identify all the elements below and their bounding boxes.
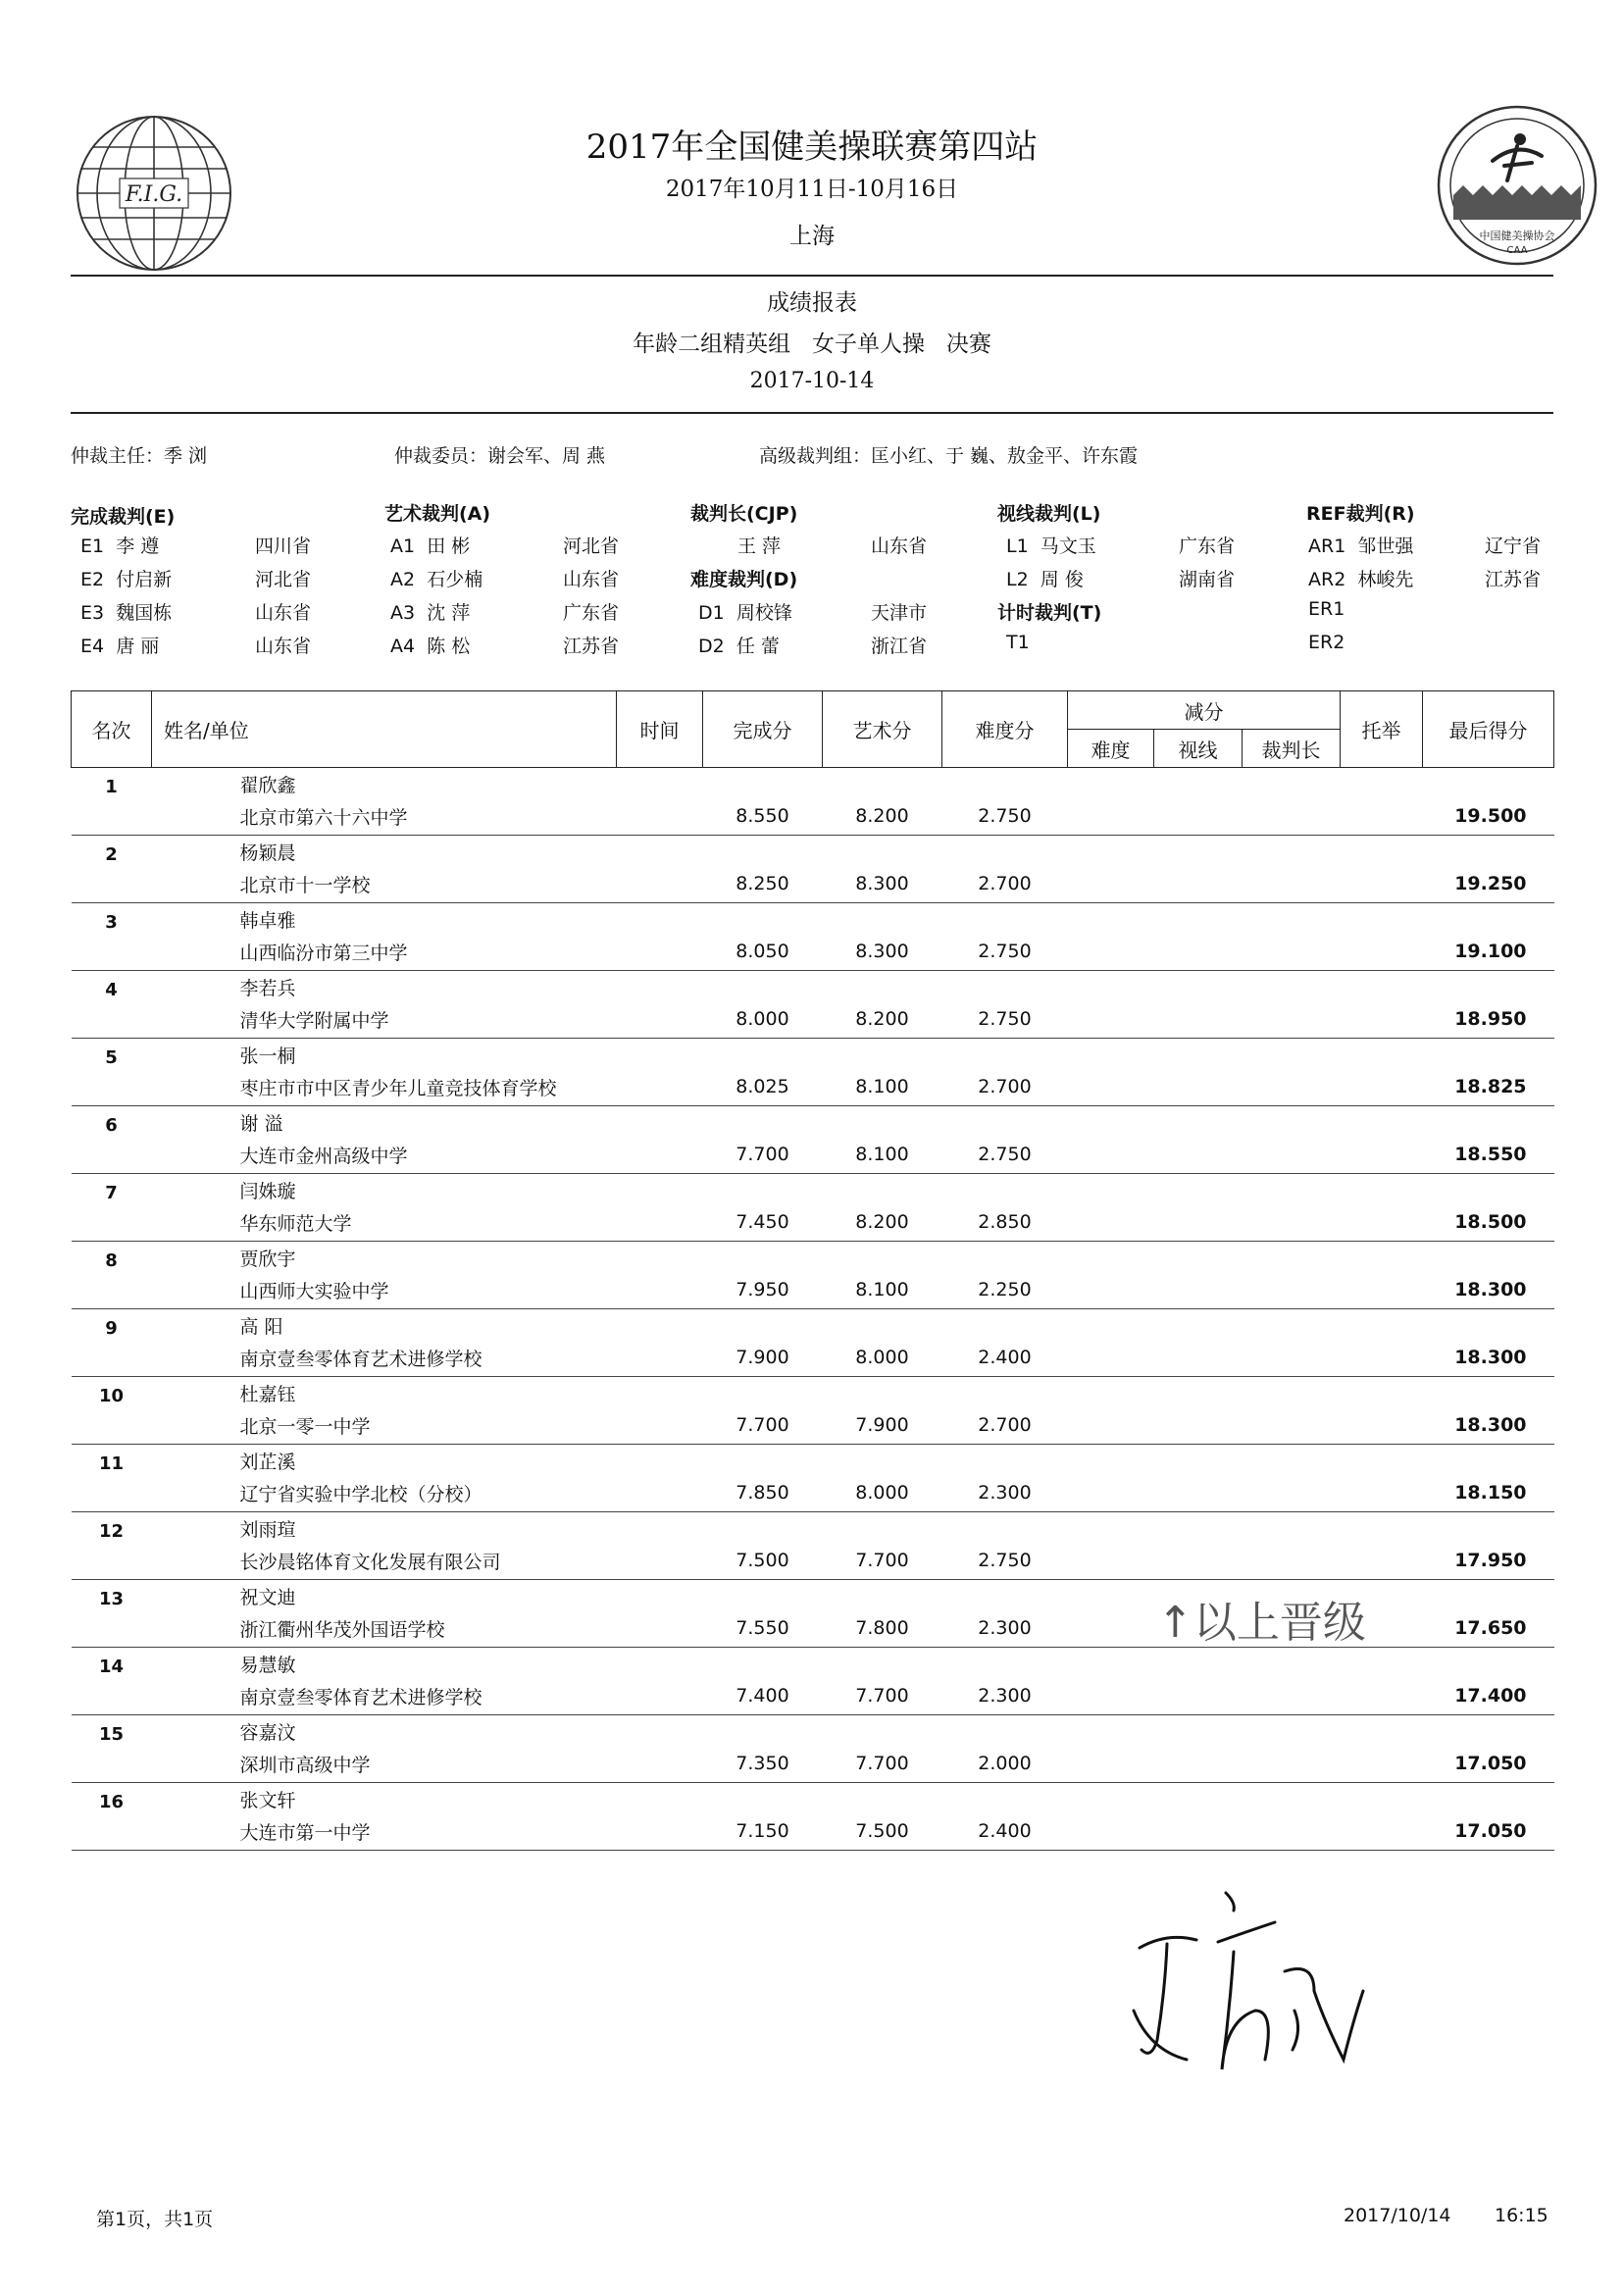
artistic-score: 8.000 — [823, 1474, 942, 1512]
ded-line-cell — [1154, 1812, 1243, 1851]
event-date: 2017-10-14 — [749, 369, 875, 393]
ded-difficulty-cell — [1068, 865, 1154, 903]
ded-line-cell — [1154, 933, 1243, 971]
judge-ar2-province: 江苏省 — [1485, 569, 1542, 590]
rank-cell: 3 — [105, 912, 118, 933]
ded-cjp-cell — [1243, 1474, 1341, 1512]
header-artistic: 艺术分 — [823, 691, 942, 768]
judge-d1-province: 天津市 — [871, 602, 928, 624]
results-header — [72, 691, 1554, 768]
lift-cell — [1341, 1474, 1423, 1512]
difficulty-score: 2.250 — [942, 1271, 1068, 1309]
school-row — [72, 1068, 1554, 1106]
artistic-score: 7.800 — [823, 1609, 942, 1648]
final-score: 17.950 — [1423, 1542, 1554, 1580]
judge-t1: T1 — [1006, 632, 1030, 653]
school-row — [72, 1406, 1554, 1445]
header-divider — [71, 275, 1553, 277]
time-cell — [617, 933, 703, 971]
artistic-score: 7.500 — [823, 1812, 942, 1851]
school-name: 深圳市高级中学 — [152, 1745, 617, 1783]
ded-line-cell — [1154, 1677, 1243, 1715]
ded-cjp-cell — [1243, 1000, 1341, 1039]
judge-ar1: AR1 邹世强 — [1308, 535, 1414, 557]
school-name: 南京壹叁零体育艺术进修学校 — [152, 1677, 617, 1715]
judge-d2: D2 任 蕾 — [698, 636, 780, 657]
school-name: 北京一零一中学 — [152, 1406, 617, 1445]
artistic-score: 8.200 — [823, 1000, 942, 1039]
athlete-row — [72, 1039, 1554, 1069]
final-score: 18.950 — [1423, 1000, 1554, 1039]
school-name: 长沙晨铭体育文化发展有限公司 — [152, 1542, 617, 1580]
school-name: 山西临汾市第三中学 — [152, 933, 617, 971]
execution-score: 7.850 — [703, 1474, 823, 1512]
difficulty-judges-label: 难度裁判(D) — [690, 569, 798, 590]
time-cell — [617, 1203, 703, 1242]
report-title: 成绩报表 — [767, 290, 857, 316]
committee-label: 仲裁委员： — [394, 445, 488, 467]
final-score: 18.150 — [1423, 1474, 1554, 1512]
chief-name: 季 浏 — [164, 445, 208, 467]
time-judges-label: 计时裁判(T) — [997, 602, 1102, 624]
ded-cjp-cell — [1243, 1812, 1341, 1851]
school-name: 大连市金州高级中学 — [152, 1136, 617, 1174]
line-judges-label: 视线裁判(L) — [997, 503, 1101, 525]
athlete-name: 翟欣鑫 — [239, 775, 296, 796]
ded-line-cell — [1154, 1068, 1243, 1106]
ded-line-cell — [1154, 1406, 1243, 1445]
athlete-row — [72, 903, 1554, 934]
rank-cell: 9 — [105, 1318, 118, 1339]
school-row — [72, 933, 1554, 971]
artistic-score: 8.100 — [823, 1136, 942, 1174]
header-ded-cjp: 裁判长 — [1243, 730, 1341, 768]
header-lift: 托举 — [1341, 691, 1423, 768]
judge-e4: E4 唐 丽 — [80, 636, 160, 657]
execution-score: 7.900 — [703, 1339, 823, 1377]
execution-score: 7.400 — [703, 1677, 823, 1715]
artistic-score: 8.100 — [823, 1271, 942, 1309]
athlete-name: 谢 溢 — [239, 1113, 283, 1135]
fig-logo-text: F.I.G. — [125, 182, 183, 207]
artistic-score: 8.300 — [823, 865, 942, 903]
time-cell — [617, 1339, 703, 1377]
header-execution: 完成分 — [703, 691, 823, 768]
time-cell — [617, 1745, 703, 1783]
execution-score: 8.550 — [703, 797, 823, 836]
school-row — [72, 1542, 1554, 1580]
school-name: 清华大学附属中学 — [152, 1000, 617, 1039]
lift-cell — [1341, 865, 1423, 903]
athlete-name: 韩卓雅 — [239, 910, 296, 932]
lift-cell — [1341, 1271, 1423, 1309]
ded-line-cell — [1154, 1136, 1243, 1174]
lift-cell — [1341, 1136, 1423, 1174]
school-row — [72, 1474, 1554, 1512]
ded-line-cell — [1154, 865, 1243, 903]
senior-judges — [759, 441, 1138, 468]
difficulty-score: 2.000 — [942, 1745, 1068, 1783]
difficulty-score: 2.700 — [942, 1068, 1068, 1106]
time-cell — [617, 1542, 703, 1580]
caa-logo-text: 中国健美操协会 — [1479, 229, 1555, 242]
ded-difficulty-cell — [1068, 1474, 1154, 1512]
ded-difficulty-cell — [1068, 1203, 1154, 1242]
execution-score: 7.500 — [703, 1542, 823, 1580]
judge-a4: A4 陈 松 — [390, 636, 471, 657]
difficulty-score: 2.400 — [942, 1339, 1068, 1377]
judge-l2: L2 周 俊 — [1006, 569, 1084, 590]
ded-line-cell — [1154, 1271, 1243, 1309]
difficulty-score: 2.300 — [942, 1474, 1068, 1512]
athlete-row — [72, 768, 1554, 798]
final-score: 19.500 — [1423, 797, 1554, 836]
header-name: 姓名/单位 — [152, 691, 617, 768]
ded-line-cell — [1154, 1339, 1243, 1377]
rank-cell: 12 — [98, 1521, 125, 1542]
ded-line-cell — [1154, 1000, 1243, 1039]
judge-er1: ER1 — [1308, 598, 1345, 620]
athlete-row — [72, 1106, 1554, 1137]
artistic-score: 8.200 — [823, 797, 942, 836]
judge-a3-province: 广东省 — [563, 602, 620, 624]
rank-cell: 4 — [105, 980, 118, 1000]
judge-e1-province: 四川省 — [255, 535, 312, 557]
ded-cjp-cell — [1243, 1068, 1341, 1106]
results-body — [72, 768, 1554, 1851]
lift-cell — [1341, 1812, 1423, 1851]
difficulty-score: 2.300 — [942, 1677, 1068, 1715]
ref-judges-label: REF裁判(R) — [1306, 503, 1415, 525]
rank-cell: 16 — [98, 1792, 125, 1812]
header-deductions: 减分 — [1068, 691, 1341, 730]
judge-ar1-province: 辽宁省 — [1485, 535, 1542, 557]
ded-cjp-cell — [1243, 1677, 1341, 1715]
ded-cjp-cell — [1243, 1339, 1341, 1377]
school-name: 北京市十一学校 — [152, 865, 617, 903]
competition-dates: 2017年10月11日-10月16日 — [665, 177, 959, 202]
page-number: 第1页，共1页 — [96, 2209, 214, 2230]
rank-cell: 15 — [98, 1724, 125, 1745]
time-cell — [617, 1677, 703, 1715]
final-score: 18.300 — [1423, 1406, 1554, 1445]
school-name: 山西师大实验中学 — [152, 1271, 617, 1309]
rank-cell: 7 — [105, 1183, 118, 1203]
chief-label: 仲裁主任： — [71, 445, 165, 467]
athlete-name: 易慧敏 — [239, 1655, 296, 1676]
time-cell — [617, 865, 703, 903]
ded-difficulty-cell — [1068, 933, 1154, 971]
judge-a1: A1 田 彬 — [390, 535, 471, 557]
execution-score: 7.350 — [703, 1745, 823, 1783]
cjp-name: 王 萍 — [737, 535, 782, 557]
athlete-row — [72, 1445, 1554, 1475]
ded-difficulty-cell — [1068, 1068, 1154, 1106]
execution-score: 8.000 — [703, 1000, 823, 1039]
rank-cell: 14 — [98, 1657, 125, 1677]
judge-e3: E3 魏国栋 — [80, 602, 173, 624]
event-title: 年龄二组精英组 女子单人操 决赛 — [633, 331, 991, 357]
cjp-province: 山东省 — [871, 535, 928, 557]
school-name: 浙江衢州华茂外国语学校 — [152, 1609, 617, 1648]
judge-l1: L1 马文玉 — [1006, 535, 1096, 557]
difficulty-score: 2.700 — [942, 865, 1068, 903]
ded-cjp-cell — [1243, 933, 1341, 971]
athlete-row — [72, 971, 1554, 1001]
school-row — [72, 797, 1554, 836]
final-score: 19.250 — [1423, 865, 1554, 903]
caa-logo-abbr: CAA — [1506, 245, 1528, 256]
final-score: 18.300 — [1423, 1339, 1554, 1377]
athlete-name: 闫姝璇 — [239, 1181, 296, 1202]
final-score: 18.825 — [1423, 1068, 1554, 1106]
ded-cjp-cell — [1243, 1542, 1341, 1580]
judge-e2: E2 付启新 — [80, 569, 173, 590]
rank-cell: 6 — [105, 1115, 118, 1136]
final-score: 18.500 — [1423, 1203, 1554, 1242]
execution-score: 7.550 — [703, 1609, 823, 1648]
ded-difficulty-cell — [1068, 1812, 1154, 1851]
ded-difficulty-cell — [1068, 797, 1154, 836]
time-cell — [617, 1136, 703, 1174]
ded-difficulty-cell — [1068, 1406, 1154, 1445]
school-row — [72, 1203, 1554, 1242]
document-title: 2017年全国健美操联赛第四站 — [585, 127, 1039, 167]
athlete-name: 高 阳 — [239, 1316, 283, 1338]
school-name: 北京市第六十六中学 — [152, 797, 617, 836]
judge-a2-province: 山东省 — [563, 569, 620, 590]
athlete-row — [72, 836, 1554, 866]
athlete-name: 张文轩 — [239, 1790, 296, 1811]
time-cell — [617, 1609, 703, 1648]
rank-cell: 13 — [98, 1589, 125, 1609]
judge-e2-province: 河北省 — [255, 569, 312, 590]
header-ded-line: 视线 — [1154, 730, 1243, 768]
school-row — [72, 1812, 1554, 1851]
ded-cjp-cell — [1243, 1745, 1341, 1783]
competition-city: 上海 — [789, 224, 835, 249]
judge-ar2: AR2 林峻先 — [1308, 569, 1414, 590]
artistic-score: 7.700 — [823, 1542, 942, 1580]
athlete-name: 李若兵 — [239, 978, 296, 999]
athlete-name: 张一桐 — [239, 1045, 296, 1067]
ded-difficulty-cell — [1068, 1136, 1154, 1174]
execution-score: 7.950 — [703, 1271, 823, 1309]
handwritten-signature — [1128, 1863, 1383, 2099]
rank-cell: 11 — [98, 1453, 125, 1474]
school-row — [72, 1339, 1554, 1377]
ded-cjp-cell — [1243, 1136, 1341, 1174]
judge-e3-province: 山东省 — [255, 602, 312, 624]
execution-score: 7.700 — [703, 1406, 823, 1445]
judge-a1-province: 河北省 — [563, 535, 620, 557]
final-score: 17.050 — [1423, 1745, 1554, 1783]
ded-line-cell — [1154, 1203, 1243, 1242]
difficulty-score: 2.750 — [942, 1000, 1068, 1039]
ded-difficulty-cell — [1068, 1271, 1154, 1309]
judge-d1: D1 周校锋 — [698, 602, 792, 624]
header-rank: 名次 — [72, 691, 152, 768]
time-cell — [617, 1812, 703, 1851]
arbitration-committee — [394, 441, 605, 468]
time-cell — [617, 797, 703, 836]
final-score: 18.300 — [1423, 1271, 1554, 1309]
judge-a2: A2 石少楠 — [390, 569, 483, 590]
event-divider — [71, 412, 1553, 414]
lift-cell — [1341, 1542, 1423, 1580]
header-time: 时间 — [617, 691, 703, 768]
difficulty-score: 2.750 — [942, 797, 1068, 836]
rank-cell: 2 — [105, 844, 118, 865]
execution-score: 8.025 — [703, 1068, 823, 1106]
judge-d2-province: 浙江省 — [871, 636, 928, 657]
judge-e1: E1 李 遵 — [80, 535, 160, 557]
ded-cjp-cell — [1243, 1406, 1341, 1445]
header-ded-difficulty: 难度 — [1068, 730, 1154, 768]
artistic-score: 7.700 — [823, 1745, 942, 1783]
artistic-score: 8.000 — [823, 1339, 942, 1377]
athlete-name: 杨颖晨 — [239, 842, 296, 864]
school-row — [72, 1271, 1554, 1309]
ded-difficulty-cell — [1068, 1745, 1154, 1783]
execution-score: 8.250 — [703, 865, 823, 903]
print-time: 16:15 — [1495, 2205, 1548, 2226]
athlete-name: 贾欣宇 — [239, 1249, 296, 1270]
final-score: 17.050 — [1423, 1812, 1554, 1851]
difficulty-score: 2.700 — [942, 1406, 1068, 1445]
artistic-score: 7.900 — [823, 1406, 942, 1445]
final-score: 19.100 — [1423, 933, 1554, 971]
judge-a3: A3 沈 萍 — [390, 602, 471, 624]
rank-cell: 10 — [98, 1386, 125, 1406]
athlete-row — [72, 1783, 1554, 1813]
difficulty-score: 2.750 — [942, 933, 1068, 971]
time-cell — [617, 1406, 703, 1445]
school-name: 辽宁省实验中学北校（分校） — [152, 1474, 617, 1512]
header-difficulty: 难度分 — [942, 691, 1068, 768]
results-table — [71, 690, 1554, 1851]
artistic-score: 8.200 — [823, 1203, 942, 1242]
ded-line-cell — [1154, 1542, 1243, 1580]
difficulty-score: 2.750 — [942, 1136, 1068, 1174]
judge-a4-province: 江苏省 — [563, 636, 620, 657]
ded-line-cell — [1154, 1745, 1243, 1783]
lift-cell — [1341, 933, 1423, 971]
qualification-note: ↑以上晋级 — [1157, 1598, 1366, 1648]
athlete-name: 杜嘉钰 — [239, 1384, 296, 1405]
athlete-row — [72, 1309, 1554, 1340]
final-score: 17.400 — [1423, 1677, 1554, 1715]
ded-difficulty-cell — [1068, 1000, 1154, 1039]
artistic-score: 8.300 — [823, 933, 942, 971]
execution-judges-label: 完成裁判(E) — [71, 506, 176, 528]
execution-score: 7.450 — [703, 1203, 823, 1242]
difficulty-score: 2.400 — [942, 1812, 1068, 1851]
header-final: 最后得分 — [1423, 691, 1554, 768]
lift-cell — [1341, 797, 1423, 836]
ded-line-cell — [1154, 797, 1243, 836]
ded-line-cell — [1154, 1474, 1243, 1512]
athlete-name: 祝文迪 — [239, 1587, 296, 1608]
time-cell — [617, 1271, 703, 1309]
athlete-row — [72, 1512, 1554, 1543]
time-cell — [617, 1068, 703, 1106]
athlete-name: 刘芷溪 — [239, 1452, 296, 1473]
school-name: 枣庄市市中区青少年儿童竞技体育学校 — [152, 1068, 617, 1106]
judge-er2: ER2 — [1308, 632, 1345, 653]
ded-difficulty-cell — [1068, 1677, 1154, 1715]
senior-names: 匡小红、于 巍、敖金平、许东霞 — [871, 445, 1139, 467]
lift-cell — [1341, 1068, 1423, 1106]
athlete-name: 刘雨瑄 — [239, 1519, 296, 1541]
athlete-row — [72, 1377, 1554, 1407]
difficulty-score: 2.750 — [942, 1542, 1068, 1580]
school-row — [72, 865, 1554, 903]
school-row — [72, 1000, 1554, 1039]
rank-cell: 1 — [105, 777, 118, 797]
artistic-score: 7.700 — [823, 1677, 942, 1715]
committee-names: 谢会军、周 燕 — [487, 445, 606, 467]
judge-e4-province: 山东省 — [255, 636, 312, 657]
final-score: 18.550 — [1423, 1136, 1554, 1174]
final-score: 17.650 — [1423, 1609, 1554, 1648]
school-row — [72, 1677, 1554, 1715]
difficulty-score: 2.300 — [942, 1609, 1068, 1648]
lift-cell — [1341, 1406, 1423, 1445]
lift-cell — [1341, 1745, 1423, 1783]
execution-score: 8.050 — [703, 933, 823, 971]
rank-cell: 5 — [105, 1047, 118, 1068]
school-row — [72, 1745, 1554, 1783]
school-name: 华东师范大学 — [152, 1203, 617, 1242]
school-row — [72, 1136, 1554, 1174]
execution-score: 7.150 — [703, 1812, 823, 1851]
ded-difficulty-cell — [1068, 1339, 1154, 1377]
chief-arbiter — [71, 441, 207, 468]
ded-cjp-cell — [1243, 1271, 1341, 1309]
athlete-row — [72, 1715, 1554, 1746]
print-date: 2017/10/14 — [1344, 2205, 1451, 2226]
judge-l1-province: 广东省 — [1179, 535, 1236, 557]
athlete-name: 容嘉汶 — [239, 1722, 296, 1744]
execution-score: 7.700 — [703, 1136, 823, 1174]
school-name: 大连市第一中学 — [152, 1812, 617, 1851]
athlete-row — [72, 1174, 1554, 1204]
cjp-label: 裁判长(CJP) — [690, 503, 798, 525]
ded-cjp-cell — [1243, 865, 1341, 903]
school-name: 南京壹叁零体育艺术进修学校 — [152, 1339, 617, 1377]
lift-cell — [1341, 1677, 1423, 1715]
difficulty-score: 2.850 — [942, 1203, 1068, 1242]
athlete-row — [72, 1648, 1554, 1678]
senior-label: 高级裁判组： — [759, 445, 872, 467]
athlete-row — [72, 1242, 1554, 1272]
ded-difficulty-cell — [1068, 1609, 1154, 1648]
artistic-judges-label: 艺术裁判(A) — [384, 503, 491, 525]
time-cell — [617, 1000, 703, 1039]
lift-cell — [1341, 1339, 1423, 1377]
judge-l2-province: 湖南省 — [1179, 569, 1236, 590]
lift-cell — [1341, 1203, 1423, 1242]
artistic-score: 8.100 — [823, 1068, 942, 1106]
ded-cjp-cell — [1243, 1203, 1341, 1242]
ded-difficulty-cell — [1068, 1542, 1154, 1580]
lift-cell — [1341, 1000, 1423, 1039]
ded-cjp-cell — [1243, 797, 1341, 836]
time-cell — [617, 1474, 703, 1512]
rank-cell: 8 — [105, 1250, 118, 1271]
